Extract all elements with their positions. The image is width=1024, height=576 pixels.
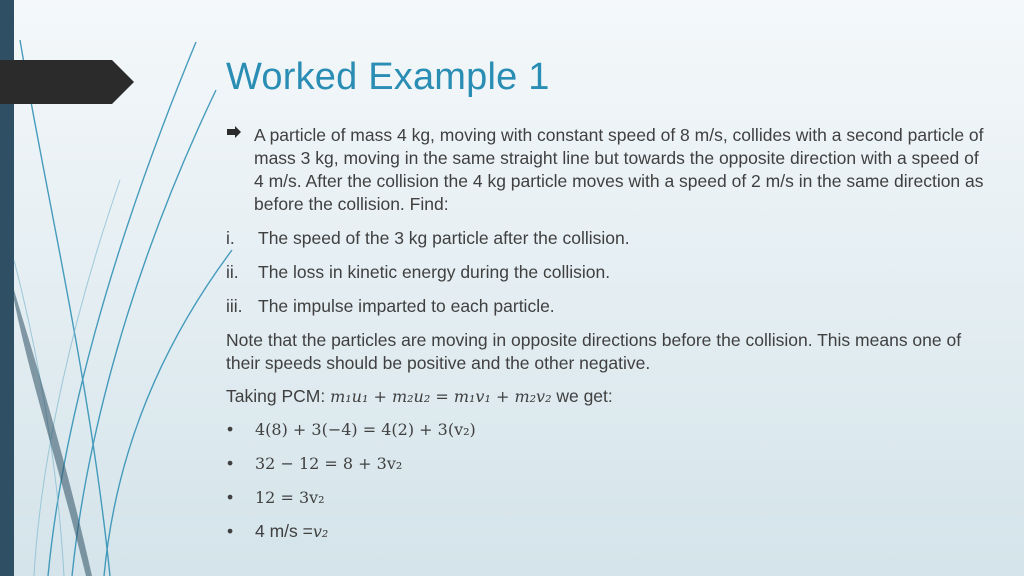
step-equation: 4(8) + 3(−4) = 4(2) + 3(v₂) bbox=[255, 420, 476, 439]
pcm-prefix: Taking PCM: bbox=[226, 386, 331, 406]
pcm-suffix: we get: bbox=[551, 386, 613, 406]
final-prefix: 4 m/s = bbox=[255, 521, 313, 541]
bullet-dot-icon: • bbox=[227, 487, 234, 507]
bullet-dot-icon: • bbox=[227, 521, 234, 541]
slide-content bbox=[226, 124, 986, 554]
step-equation: 12 = 3v₂ bbox=[255, 488, 325, 507]
title-tab-shape bbox=[0, 60, 136, 104]
question-item-1 bbox=[226, 227, 986, 250]
intro-paragraph bbox=[226, 124, 986, 216]
decor-curve-6 bbox=[14, 260, 64, 576]
step-4 bbox=[226, 520, 986, 543]
step-1 bbox=[226, 418, 986, 441]
step-3 bbox=[226, 486, 986, 509]
question-item-2 bbox=[226, 261, 986, 284]
note-paragraph: Note that the particles are moving in opposite directions before the collision. This means one of their speeds should be positive and the other negative. bbox=[226, 330, 962, 373]
bullet-dot-icon: • bbox=[227, 419, 234, 439]
intro-text: A particle of mass 4 kg, moving with constant speed of 8 m/s, collides with a second particle of mass 3 kg, moving in the same straight line but towards the opposite direction with a speed of 4 m/s. After the collision the 4 kg particle moves with a speed of 2 m/s in the same direction as before the collision. Find: bbox=[254, 125, 984, 214]
step-2 bbox=[226, 452, 986, 475]
question-number: ii. bbox=[226, 262, 239, 282]
arrow-bullet-icon bbox=[226, 125, 242, 139]
step-equation: 32 − 12 = 8 + 3v₂ bbox=[255, 454, 403, 473]
question-text: The impulse imparted to each particle. bbox=[258, 296, 555, 316]
slide-title: Worked Example 1 bbox=[226, 56, 550, 98]
question-item-3 bbox=[226, 295, 986, 318]
pcm-equation: m₁u₁ + m₂u₂ = m₁v₁ + m₂v₂ bbox=[330, 387, 552, 406]
decor-curve-3 bbox=[104, 250, 232, 576]
final-variable: v₂ bbox=[312, 522, 329, 541]
question-text: The speed of the 3 kg particle after the collision. bbox=[258, 228, 630, 248]
question-number: i. bbox=[226, 228, 235, 248]
question-text: The loss in kinetic energy during the collision. bbox=[258, 262, 611, 282]
bullet-dot-icon: • bbox=[227, 453, 234, 473]
question-number: iii. bbox=[226, 296, 243, 316]
pcm-line bbox=[226, 385, 986, 408]
decor-curve-2 bbox=[72, 90, 216, 576]
